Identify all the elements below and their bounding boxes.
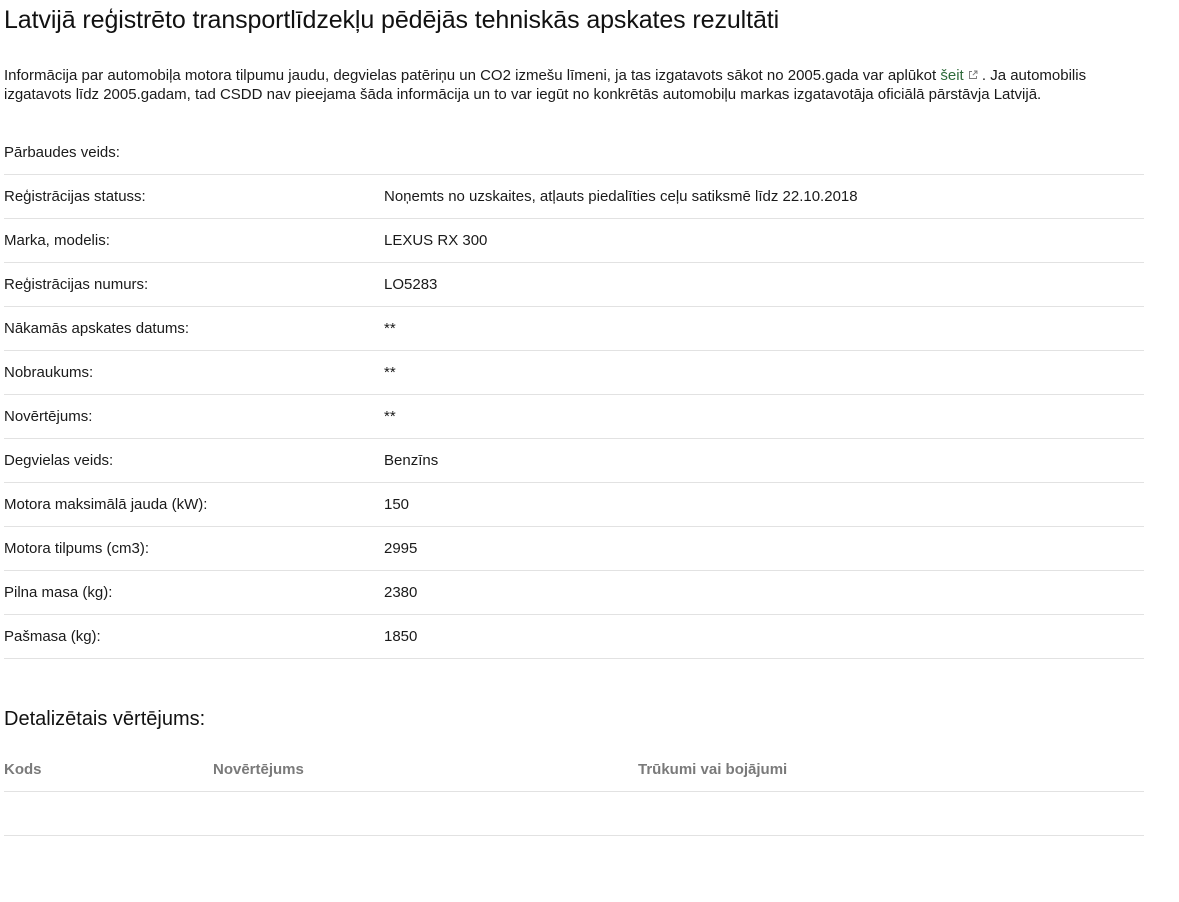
info-label: Motora maksimālā jauda (kW): — [4, 496, 208, 513]
info-row-engine-capacity — [4, 527, 1144, 571]
info-row-max-power — [4, 483, 1144, 527]
info-row-registration-number — [4, 263, 1144, 307]
info-value: 2380 — [384, 584, 418, 601]
info-label: Motora tilpums (cm3): — [4, 540, 150, 557]
info-label: Nākamās apskates datums: — [4, 320, 190, 337]
info-value: ** — [384, 408, 396, 425]
info-label: Pārbaudes veids: — [4, 144, 120, 161]
info-label: Novērtējums: — [4, 408, 93, 425]
info-row-curb-weight — [4, 615, 1144, 659]
intro-text-before-link: Informācija par automobiļa motora tilpumu jaudu, degvielas patēriņu un CO2 izmešu līmeni, ja tas izgatavots sākot no 2005.gada var aplūkot — [4, 67, 941, 84]
info-row-next-inspection-date — [4, 307, 1144, 351]
detail-table-empty-row — [4, 792, 1144, 836]
info-value: 150 — [384, 496, 410, 513]
detail-table-header — [4, 748, 1144, 792]
info-row-mileage — [4, 351, 1144, 395]
column-header-defects: Trūkumi vai bojājumi — [638, 761, 788, 778]
external-link-icon[interactable] — [968, 70, 978, 80]
info-row-rating — [4, 395, 1144, 439]
column-header-rating: Novērtējums — [213, 761, 304, 778]
info-label: Pilna masa (kg): — [4, 584, 113, 601]
info-label: Reģistrācijas statuss: — [4, 188, 146, 205]
info-value: LO5283 — [384, 276, 438, 293]
co2-info-link[interactable] — [940, 67, 977, 84]
detail-section-title: Detalizētais vērtējums: — [4, 708, 206, 730]
column-header-code: Kods — [4, 761, 42, 778]
intro-text-after-link: . Ja automobilis izgatavots līdz 2005.gadam, tad CSDD nav pieejama šāda informācija un to var iegūt no konkrētās automobiļu markas izgatavotāja oficiālā pārstāvja Latvijā. — [4, 67, 1087, 103]
info-value: ** — [384, 320, 396, 337]
info-row-fuel-type — [4, 439, 1144, 483]
info-value: Benzīns — [384, 452, 439, 469]
intro-paragraph — [4, 66, 1149, 104]
info-row-gross-mass — [4, 571, 1144, 615]
info-row-registration-status — [4, 175, 1144, 219]
info-value: LEXUS RX 300 — [384, 232, 488, 249]
info-row-make-model — [4, 219, 1144, 263]
page-content — [4, 0, 1144, 836]
detail-table — [4, 748, 1144, 836]
info-label: Nobraukums: — [4, 364, 94, 381]
vehicle-info-table — [4, 131, 1144, 659]
co2-info-link-label[interactable]: šeit — [940, 67, 964, 84]
info-value: 1850 — [384, 628, 418, 645]
info-label: Pašmasa (kg): — [4, 628, 101, 645]
info-value: Noņemts no uzskaites, atļauts piedalīties ceļu satiksmē līdz 22.10.2018 — [384, 188, 858, 205]
info-row-inspection-type — [4, 131, 1144, 175]
info-label: Marka, modelis: — [4, 232, 110, 249]
info-value: ** — [384, 364, 396, 381]
info-label: Reģistrācijas numurs: — [4, 276, 149, 293]
info-label: Degvielas veids: — [4, 452, 114, 469]
info-value: 2995 — [384, 540, 418, 557]
page-title: Latvijā reģistrēto transportlīdzekļu pēdējās tehniskās apskates rezultāti — [4, 6, 780, 34]
